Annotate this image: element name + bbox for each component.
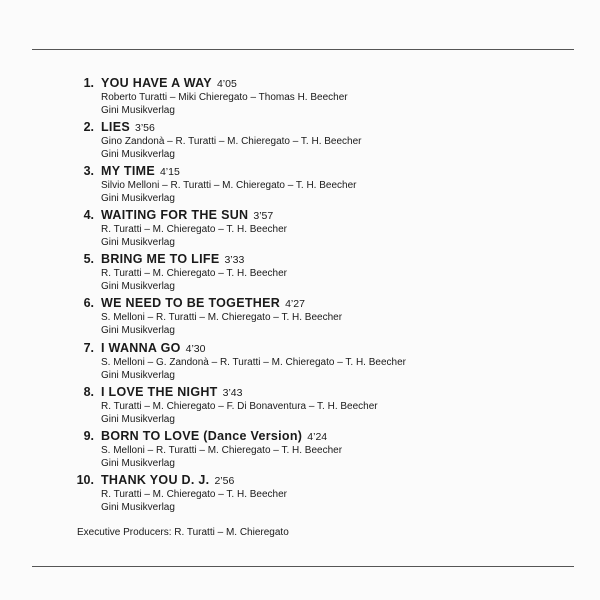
executive-producers: Executive Producers: R. Turatti – M. Chieregato — [77, 527, 289, 538]
track-heading — [101, 384, 242, 401]
track-heading — [101, 295, 305, 312]
track-credits: R. Turatti – M. Chieregato – T. H. Beecher — [101, 224, 288, 236]
track-title: BRING ME TO LIFE — [101, 252, 220, 267]
track-duration: 3’43 — [222, 386, 243, 399]
track-title: MY TIME — [101, 164, 155, 179]
track-number: 5. — [83, 252, 94, 267]
bottom-divider — [32, 566, 574, 567]
track-item — [0, 471, 600, 515]
track-heading — [101, 428, 327, 445]
track-credits: R. Turatti – M. Chieregato – T. H. Beecher — [101, 268, 288, 280]
track-heading — [101, 119, 155, 136]
top-divider — [32, 49, 574, 50]
track-duration: 3’56 — [134, 122, 155, 135]
track-publisher: Gini Musikverlag — [101, 281, 175, 293]
track-number: 4. — [83, 208, 94, 223]
track-publisher: Gini Musikverlag — [101, 193, 175, 205]
track-item — [0, 383, 600, 427]
track-publisher: Gini Musikverlag — [101, 325, 175, 337]
track-heading — [101, 163, 180, 180]
track-number: 2. — [83, 120, 94, 135]
track-heading — [101, 207, 273, 224]
track-item — [0, 250, 600, 294]
track-title: LIES — [101, 120, 130, 135]
track-title: I LOVE THE NIGHT — [101, 384, 218, 399]
track-credits: Silvio Melloni – R. Turatti – M. Chieregato – T. H. Beecher — [101, 180, 357, 192]
track-credits: Gino Zandonà – R. Turatti – M. Chieregato – T. H. Beecher — [101, 136, 362, 148]
track-duration: 3’57 — [253, 210, 274, 223]
track-number: 10. — [76, 472, 94, 487]
track-title: I WANNA GO — [101, 340, 181, 355]
track-publisher: Gini Musikverlag — [101, 105, 175, 116]
track-number: 6. — [83, 296, 94, 311]
track-number: 3. — [83, 164, 94, 179]
track-number: 1. — [83, 76, 94, 90]
track-duration: 3’33 — [224, 254, 245, 267]
track-duration: 4’24 — [307, 430, 328, 443]
track-publisher: Gini Musikverlag — [101, 501, 175, 513]
track-title: WE NEED TO BE TOGETHER — [101, 296, 281, 311]
track-credits: S. Melloni – G. Zandonà – R. Turatti – M. Chieregato – T. H. Beecher — [101, 356, 406, 368]
track-credits: R. Turatti – M. Chieregato – T. H. Beecher — [101, 488, 288, 500]
track-publisher: Gini Musikverlag — [101, 457, 175, 469]
track-duration: 4’05 — [216, 78, 237, 90]
track-item — [0, 118, 600, 162]
track-heading — [101, 75, 237, 92]
track-heading — [101, 340, 205, 357]
track-credits: R. Turatti – M. Chieregato – F. Di Bonaventura – T. H. Beecher — [101, 400, 378, 412]
track-item — [0, 162, 600, 206]
track-item — [0, 427, 600, 471]
track-publisher: Gini Musikverlag — [101, 149, 175, 161]
track-duration: 4’15 — [159, 166, 180, 179]
track-item — [0, 74, 600, 118]
track-publisher: Gini Musikverlag — [101, 413, 175, 425]
track-credits: S. Melloni – R. Turatti – M. Chieregato – T. H. Beecher — [101, 444, 343, 456]
track-list — [0, 74, 600, 515]
track-heading — [101, 472, 234, 489]
track-duration: 4’27 — [285, 298, 305, 311]
track-number: 7. — [83, 340, 94, 355]
track-credits: Roberto Turatti – Miki Chieregato – Thomas H. Beecher — [101, 92, 348, 103]
track-title: YOU HAVE A WAY — [101, 76, 212, 90]
track-publisher: Gini Musikverlag — [101, 369, 175, 381]
track-publisher: Gini Musikverlag — [101, 237, 175, 249]
track-title: THANK YOU D. J. — [101, 472, 210, 487]
track-number: 9. — [83, 428, 94, 443]
track-credits: S. Melloni – R. Turatti – M. Chieregato – T. H. Beecher — [101, 312, 343, 324]
track-title: WAITING FOR THE SUN — [101, 208, 249, 223]
track-item — [0, 339, 600, 383]
track-item — [0, 206, 600, 250]
track-duration: 2’56 — [214, 474, 235, 487]
track-number: 8. — [83, 384, 94, 399]
track-title: BORN TO LOVE (Dance Version) — [101, 428, 303, 443]
track-duration: 4’30 — [185, 342, 206, 355]
track-heading — [101, 251, 244, 268]
track-item — [0, 294, 600, 338]
